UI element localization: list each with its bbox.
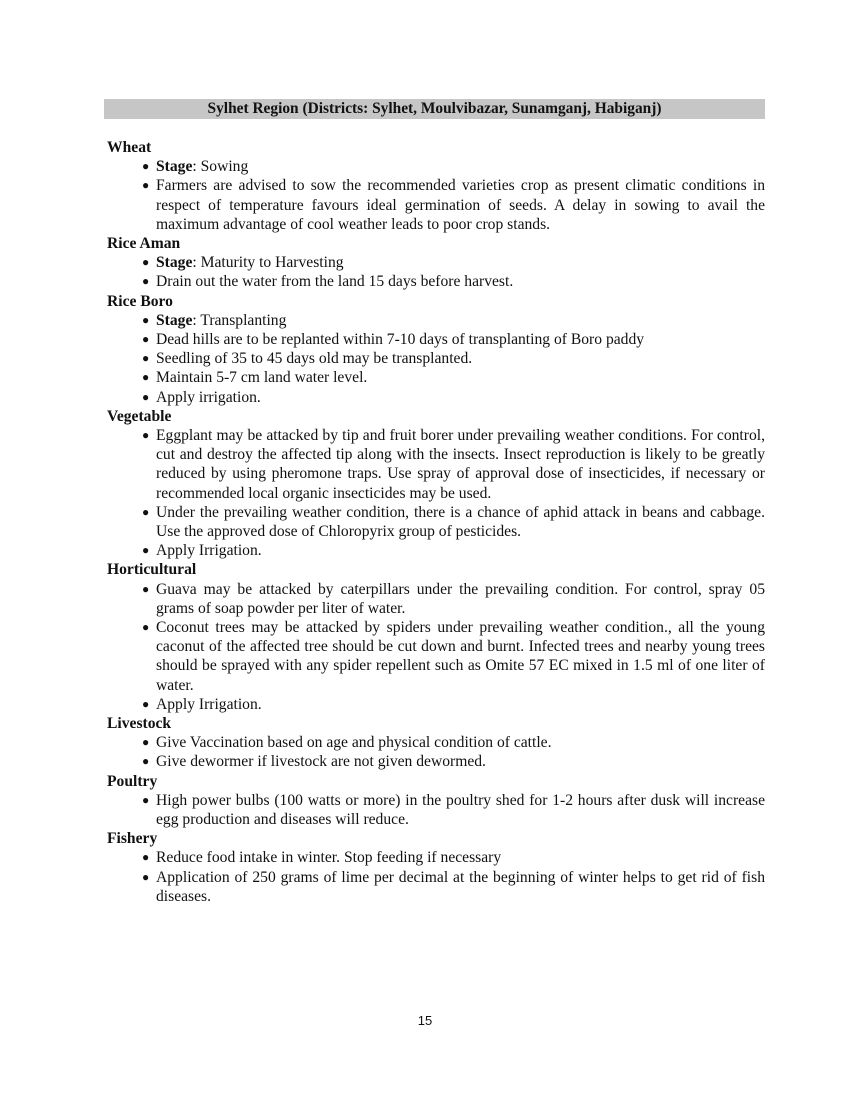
region-banner: Sylhet Region (Districts: Sylhet, Moulvibazar, Sunamganj, Habiganj) [104, 99, 765, 119]
list-item-text: Guava may be attacked by caterpillars under the prevailing condition. For control, spray 05 grams of soap powder per liter of water. [156, 580, 765, 617]
list-item [104, 176, 765, 234]
document-body [104, 99, 765, 906]
section-title: Horticultural [107, 561, 197, 579]
section-title: Vegetable [107, 407, 172, 425]
bullet-icon: ● [142, 255, 150, 270]
stage-label: Stage [156, 158, 193, 176]
stage-label: Stage [156, 254, 193, 272]
bullet-list [104, 733, 765, 771]
list-item-text: Coconut trees may be attacked by spiders under prevailing weather condition., all the young caconut of the affected tree should be cut down and burnt. Infected trees and nearby young trees should be sprayed with any spider repellent such as Omite 57 EC mixed in 1.5 ml of one liter of water. [156, 619, 765, 694]
stage-item [104, 157, 765, 176]
section-title: Rice Boro [107, 292, 173, 310]
list-item-text: Apply irrigation. [156, 388, 261, 406]
list-item [104, 388, 765, 407]
list-item [104, 503, 765, 541]
bullet-icon: ● [142, 869, 150, 884]
bullet-icon: ● [142, 312, 150, 327]
bullet-list [104, 791, 765, 829]
section-vegetable [104, 407, 765, 561]
section-title: Livestock [107, 715, 172, 733]
list-item-text: Apply Irrigation. [156, 542, 262, 560]
bullet-list [104, 253, 765, 291]
list-item-text: Reduce food intake in winter. Stop feeding if necessary [156, 849, 502, 867]
list-item [104, 368, 765, 387]
section-fishery [104, 829, 765, 906]
section-title: Rice Aman [107, 235, 181, 252]
list-item [104, 541, 765, 560]
stage-item [104, 253, 765, 272]
list-item [104, 349, 765, 368]
list-item-text: Seedling of 35 to 45 days old may be transplanted. [156, 350, 473, 368]
bullet-list [104, 848, 765, 906]
list-item [104, 848, 765, 867]
bullet-icon: ● [142, 754, 150, 769]
bullet-icon: ● [142, 850, 150, 865]
section-horticultural [104, 560, 765, 714]
page-number: 15 [417, 1013, 433, 1028]
stage-value: : Transplanting [192, 311, 287, 329]
list-item-text: Give dewormer if livestock are not given dewormed. [156, 753, 486, 771]
list-item [104, 426, 765, 503]
section-rice-boro [104, 292, 765, 407]
list-item [104, 733, 765, 752]
bullet-icon: ● [142, 331, 150, 346]
section-rice-aman [104, 234, 765, 292]
list-item [104, 791, 765, 829]
bullet-icon: ● [142, 178, 150, 193]
list-item [104, 272, 765, 291]
list-item [104, 695, 765, 714]
stage-item [104, 311, 765, 330]
section-poultry [104, 772, 765, 830]
bullet-icon: ● [142, 735, 150, 750]
stage-value: : Maturity to Harvesting [192, 254, 344, 272]
bullet-icon: ● [142, 274, 150, 289]
bullet-list [104, 426, 765, 560]
list-item-text: Eggplant may be attacked by tip and fruit borer under prevailing weather conditions. For control, cut and destroy the affected tip along with the insects. Insect reproduction is likely to be greatly reduced by using pheromone traps. Use spray of approval dose of insecticides, if necessary or recommended local organic insecticides may be used. [156, 426, 765, 502]
bullet-icon: ● [142, 370, 150, 385]
list-item-text: Give Vaccination based on age and physical condition of cattle. [156, 734, 552, 752]
list-item [104, 752, 765, 771]
list-item [104, 330, 765, 349]
list-item-text: Apply Irrigation. [156, 695, 262, 713]
list-item-text: Application of 250 grams of lime per decimal at the beginning of winter helps to get rid of fish diseases. [156, 868, 765, 905]
list-item [104, 580, 765, 618]
bullet-icon: ● [142, 504, 150, 519]
section-title: Wheat [107, 139, 152, 156]
list-item-text: Dead hills are to be replanted within 7-10 days of transplanting of Boro paddy [156, 330, 645, 348]
list-item-text: Farmers are advised to sow the recommended varieties crop as present climatic conditions in respect of temperature favours ideal germination of seeds. A delay in sowing to avail the maximum advantage of cool weather leads to poor crop stands. [156, 177, 765, 233]
list-item [104, 618, 765, 695]
section-title: Fishery [107, 830, 158, 848]
section-livestock [104, 714, 765, 772]
bullet-icon: ● [142, 351, 150, 366]
bullet-list [104, 311, 765, 407]
bullet-icon: ● [142, 620, 150, 634]
list-item-text: Maintain 5-7 cm land water level. [156, 369, 368, 387]
bullet-icon: ● [142, 581, 150, 596]
bullet-icon: ● [142, 159, 150, 174]
stage-value: : Sowing [192, 158, 249, 176]
bullet-icon: ● [142, 696, 150, 711]
list-item-text: Drain out the water from the land 15 days before harvest. [156, 273, 514, 291]
section-title: Poultry [107, 772, 158, 790]
bullet-list [104, 157, 765, 234]
list-item-text: High power bulbs (100 watts or more) in the poultry shed for 1-2 hours after dusk will increase egg production and diseases will reduce. [156, 791, 765, 828]
list-item-text: Under the prevailing weather condition, there is a chance of aphid attack in beans and cabbage. Use the approved dose of Chloropyrix group of pesticides. [156, 503, 765, 540]
stage-label: Stage [156, 311, 193, 329]
bullet-icon: ● [142, 427, 150, 442]
section-wheat [104, 138, 765, 234]
spacer [104, 119, 765, 138]
list-item [104, 868, 765, 906]
bullet-list [104, 580, 765, 714]
bullet-icon: ● [142, 389, 150, 404]
bullet-icon: ● [142, 792, 150, 807]
bullet-icon: ● [142, 543, 150, 558]
